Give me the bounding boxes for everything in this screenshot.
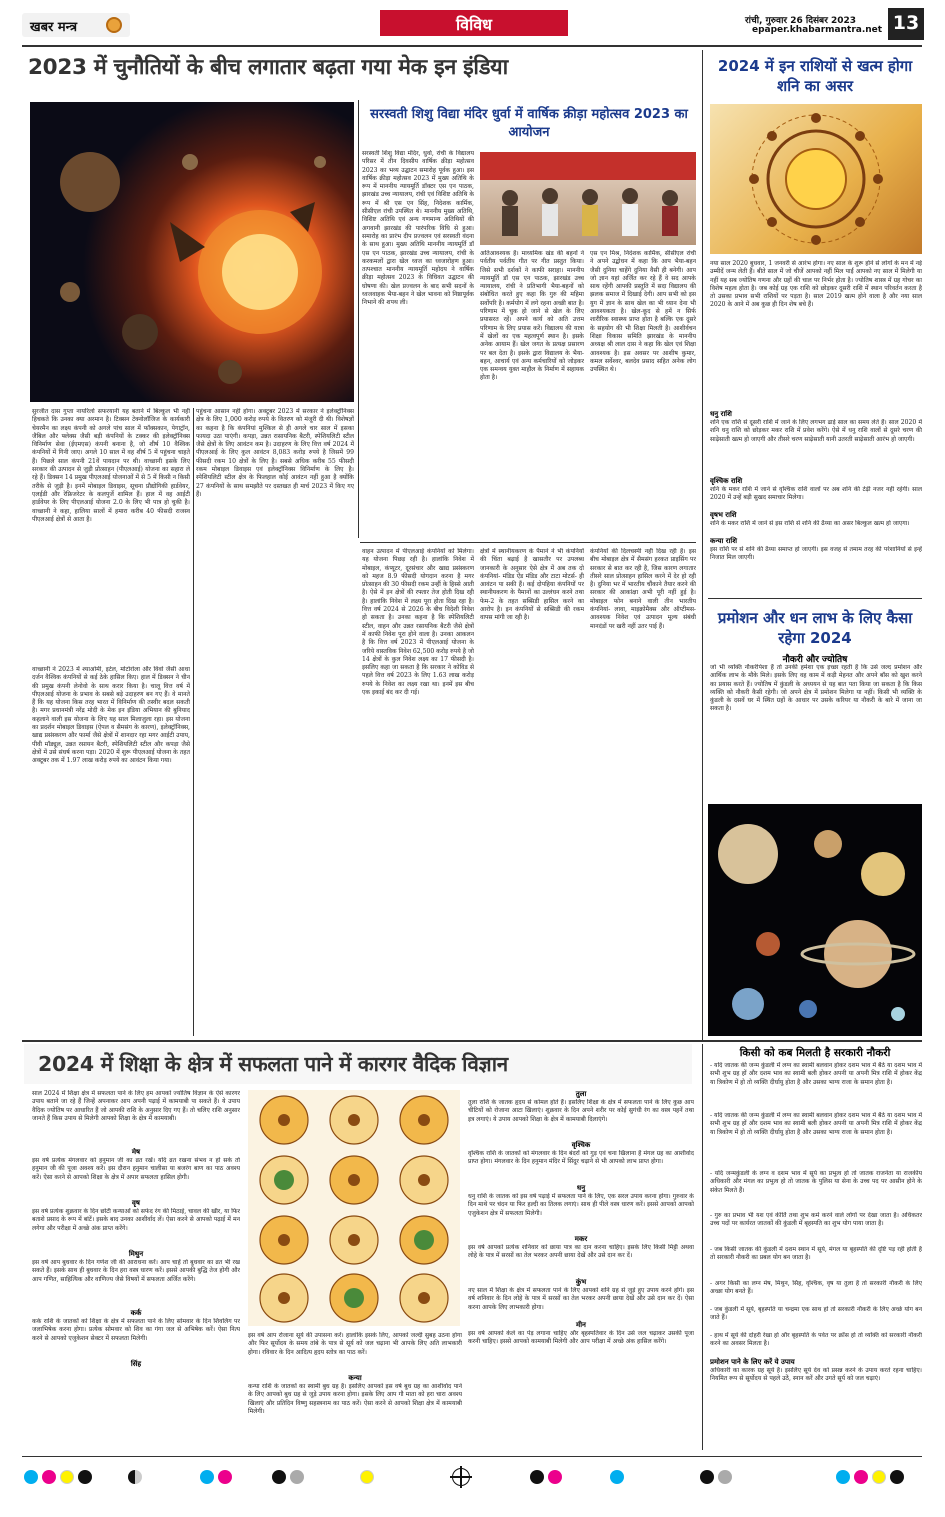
make-in-india-headline: 2023 में चुनौतियों के बीच लगातार बढ़ता गया मेक इन इंडिया xyxy=(28,55,508,80)
list-item: - गुरु का प्रभाव भी यश एवं कीर्ति तथा शुभ कर्म करने वाले लोगों पर देखा जाता है। अधिकतर उच्च पदों पर कार्यरत जातकों की कुंडली में बृहस्पति का शुभ योग पाया जाता है। xyxy=(710,1212,922,1228)
education-left-col xyxy=(32,1148,240,1448)
make-in-india-col6: कंपनियों की दिलचस्पी नहीं दिख रही है। इस बीच मोबाइल क्षेत्र में सैमसंग हरकत प्राइसिंग पर सरकार से बात कर रही है, जिस कारण लगातार तीसरे साल प्रोत्साहन हासिल करने में देर हो रही है। दुनिया भर में भारतीय चौंकाने तैयार करने की सरकार की आकांक्षा अभी पूरी नहीं हुई है। मोबाइल फोन बनाने वाली तीन भारतीय कंपनियां- लावा, माइक्रोमैक्स और ऑप्टीमस- आवश्यक निवेश एवं उत्पादन मूल्य संबंधी मानदंडों पर खरी नहीं उतर पाई हैं। xyxy=(590,548,696,630)
page-number: 13 xyxy=(892,12,920,34)
school-sports-col3: एस एन मिश्र, निदेशक कार्मिक, सीसीएल रांची ने अपने उद्बोधन में कहा कि आप भैया-बहन जैसी दुनिया चाहेंगे दुनिया वैसी ही बनेगी। आप जो ज्ञान यहां अर्जित कर रहे हैं वे सद आपके साथ रहेंगी आपकी प्रस्तुति में सदा विद्यालय की झलक समाज में दिखाई देगी। आप सभी को इस युग में ज्ञान के साथ खेल का भी ध्यान देना भी आवश्यकता है। खेल-कूद से हमें न सिर्फ शारीरिक स्वास्थ्य प्राप्त होता है बल्कि एक दूसरे के सहयोग की भी शिक्षा मिलती है। आशीर्वचन शिक्षा विकास समिति झारखंड के माननीय अध्यक्ष श्री लाल दास ने कहा कि खेल एवं शिक्षा आवश्यक है। इस अवसर पर आशीष कुमार, कमल सर्वेश्वर, बलदेव प्रसाद सहित अनेक लोग उपस्थित थे। xyxy=(590,250,696,374)
promotion-subhead: नौकरी और ज्योतिष xyxy=(782,655,848,665)
make-in-india-col2: वाच्छानी ने 2023 में श्याओमी, इटेल, मोटोरोला और विवो जैसी आधा दर्जन वैश्विक कंपनियों से कई ठेके हासिल किए। हाल में डिक्सन ने चीन की प्रमुख कंपनी लेनोवो के साथ करार किया है। चालू वित्त वर्ष में पीएलआई योजना के प्रभाव के सबसे बड़े उदाहरण बन गए हैं। वे मानते हैं कि यह योजना किस तरह भारत में विनिर्माण की तस्वीर बदल सकती है। मगर प्रधानमंत्री नरेंद्र मोदी के मेक इन इंडिया अभियान की बुनियाद कहलाने वाली इस योजना के लिए यह साल मिलाजुला रहा। इस योजना का प्रदर्शन मोबाइल डिवाइस (ऐपल व सैमसंग के कारण), इलेक्ट्रॉनिक्स, खाद्य प्रसंस्करण और फार्मा जैसे क्षेत्रों में शानदार रहा मगर आईटी उपाय, पीवी मॉड्यूल, उन्नत रसायन बैटरी, स्पेशियलिटी स्टील और कपड़ा जैसे क्षेत्रों में उसे संघर्ष करना पड़ा। 2020 में शुरू पीएलआई योजना के तहत अक्टूबर तक में 1.97 लाख करोड़ रुपये का आवंटन किया गया। xyxy=(32,666,190,765)
sign-text: इस राशि पर से शनि की ढैय्या समाप्त हो जाएगी। इस वजह से तमाम तरह की परेशानियों से इन्हें निजात मिल जाएगी। xyxy=(710,546,922,562)
school-event-photo xyxy=(480,152,696,245)
asteroid-impact-image xyxy=(30,102,354,402)
zodiac-sign-text: इस वर्ष आपको प्रत्येक शनिवार को छाया पात्र का दान करना चाहिए। इसके लिए किसी मिट्टी अथवा लोहे के पात्र में सरसों का तेल भरकर अपनी छाया देखें और उसे दान कर दें। xyxy=(468,1244,694,1260)
zodiac-sign-heading: मकर xyxy=(574,1235,588,1243)
zodiac-sign-heading: मिथुन xyxy=(128,1250,144,1258)
zodiac-signs-image xyxy=(248,1090,460,1326)
zodiac-medallions-illustration xyxy=(248,1090,460,1326)
zodiac-sign-text: नए साल में शिक्षा के क्षेत्र में सफलता पाने के लिए आपको शनि ग्रह से जुड़े हुए उपाय करने होंगे। इस वर्ष शनिवार के दिन लोहे के पात्र में सरसों का तेल भरकर अपनी छाया देखें और उसे दान कर दें। ऐसा करना आपके लिए लाभकारी होगा। xyxy=(468,1287,694,1311)
zodiac-sign-heading: सिंह xyxy=(130,1360,142,1368)
sign-text: शनि के मकर राशि में जाने से वृश्चिक राशि वालों पर अब शनि की टेढ़ी नजर नहीं रहेगी। साल 2020 में उन्हें बड़ी सुखद समाचार मिलेगा। xyxy=(710,486,922,502)
make-in-india-col3: पहुंचना आसान नहीं होगा। अक्टूबर 2023 में सरकार ने इलेक्ट्रॉनिक्स क्षेत्र के लिए 1,000 करोड़ रुपये के वितरण को मंजूरी दी थी। विशेषज्ञों का कहना है कि कंपनियां मुश्किल से ही अगले चार साल में इसका फायदा उठा पाएंगी। कपड़ा, उन्नत रासायनिक बैटरी, स्पेशियलिटी स्टील जैसे क्षेत्रों के लिए आवंटन कम है। उदाहरण के लिए वित्त वर्ष 2024 में पीएलआई के लिए कुल आवंटन 8,083 करोड़ रुपये है जिसमें 99 फीसदी रकम 10 क्षेत्रों के लिए है। सबसे अधिक करीब 55 फीसदी रकम मोबाइल डिवाइस एवं इलेक्ट्रॉनिक्स विनिर्माण के लिए है। स्पेशियलिटी स्टील क्षेत्र के फिलहाल कोई आवंटन नहीं हुआ है क्योंकि 27 कंपनियों के साथ समझौते पर दस्तखत ही मार्च 2023 में किए गए हैं। xyxy=(196,408,354,498)
list-item: - यदि जन्मकुंडली के लग्न व दशम भाव में सूर्य का प्रभुत्व हो तो जातक राजनेता या राजकीय अधिकारी और मंगल का प्रभुत्व हो तो जातक के पुलिस या सेना के उच्च पद पर आसीन होने के संकेत मिलते हैं। xyxy=(710,1170,922,1194)
make-in-india-col1: सुरजीत दास गुप्ता नायरिलो सफरयानी यह बताने में बिल्कुल भी नहीं हिचकते कि उनका क्या अरमान है। टिक्सन टेक्नोलॉजिज के कार्यकारी चेयरमैन का लक्ष्य कंपनी को अगले पांच साल में फॉक्सकान, पेगाट्रॉन, जैबिल और फ्लेक्स जैसी बड़ी कंपनियों के टक्कर की इलेक्ट्रॉनिक्स विनिर्माण सेवा (ईएमएस) कंपनी बनाना है, जो शीर्ष 10 वैश्विक कंपनियों में गिनी जाए। अगले 10 साल में वह शीर्ष 5 में पहुंचना चाहते हैं। पिछले साल कंपनी 21वें पायदान पर थी। वाच्छानी इसके लिए सरकार की उत्पादन से जुड़ी प्रोत्साहन (पीएलआई) योजना का सहारा ले रहे हैं। डिक्सन 14 प्रमुख पीएलआई योजनाओं में से 5 में किसी न किसी तरीके से जुड़ी है। इनमें मोबाइल डिवाइस, सूचना प्रौद्योगिकी हार्डवेयर, एलईडी और रेफ्रिजरेटर के कलपुर्जे शामिल हैं। हाल में वह आईटी हार्डवेयर के लिए पीएलआई योजना 2.0 के लिए भी पात्र हो चुकी है। वाच्छानी ने कहा, हालिया सालों में हमारा करीब 40 फीसदी राजस्व पीएलआई क्षेत्रों से आता है। xyxy=(32,408,190,523)
shani-signs xyxy=(710,410,922,596)
zodiac-sign-text: इस वर्ष आप बुधवार के दिन गणेश जी की आराधना करें। आप चाहें तो बुधवार का व्रत भी रख सकते हैं। इसके साथ ही बुधवार के दिन हरा वस्त्र धारण करें। इससे आपकी बुद्धि तेज होगी और आप गणित, साहित्यिक और वाणिज्य जैसे विषयों में सफलता अर्जित करेंगे। xyxy=(32,1259,240,1283)
zodiac-sun-illustration xyxy=(710,104,922,254)
school-sports-col2: अतिआवश्यक है। माध्यमिक खंड की बहनों ने पर्वतीय पर्वतीय गीत पर गीत प्रस्तुत किया। जिसे सभी दर्शकों ने काफी सराहा। माननीय न्यायमूर्ति डॉ एस एन पाठक, झारखंड उच्च न्यायालय, रांची ने प्रतिभागी भैया-बहनों को संबोधित करते हुए कहा कि गुरु की महिमा सर्वोपरि है। कर्मयोग में लगे रहना अच्छी बात है। परिणाम में चुक हो जाने से खेल के लिए प्रयासरत रहें। अपने कार्य को अति उत्तम परिणाम के लिए प्रयास करें। विद्यालय की यात्रा में खेलों का एक महत्वपूर्ण स्थान है। इसके अनेक आयाम हैं। खेल जगत के प्रत्यक्ष प्रसारण पर बल देता है। इसके द्वारा विद्यालय के भैया-बहन, आचार्य एवं अन्य कर्मचारियों को जोड़कर एक समन्वय युक्त माहौल के निर्माण में सहायक होता है। xyxy=(480,250,584,382)
shani-headline: 2024 में इन राशियों से खत्म होगा शनि का असर xyxy=(717,57,913,95)
page-number-box xyxy=(888,8,924,40)
zodiac-sign-text: इस वर्ष आप रोजाना सूर्य की उपासना करें। हालांकि इसके लिए, आपको जल्दी सुबह उठना होगा और फिर सूर्योदय के समय तांबे के पात्र से सूर्य को जल चढ़ाना भी आपके लिए अति लाभकारी होगा। रविवार के दिन आदित्य हृदय स्तोत्र का पाठ करें। xyxy=(248,1332,462,1356)
zodiac-sign-text: इस वर्ष प्रत्येक मंगलवार को हनुमान जी का व्रत रखें। यदि व्रत रखना संभव न हो सके तो हनुमान जी की पूजा अवश्य करें। इस दौरान हनुमान चालीसा या बजरंग बाण का पाठ अवश्य करें। ऐसा करने से आपको शिक्षा के क्षेत्र में अपार सफलता हासिल होगी। xyxy=(32,1157,240,1181)
zodiac-sign-heading: मेष xyxy=(131,1148,141,1156)
education-headline-bar xyxy=(24,1044,692,1084)
color-registration-bar xyxy=(0,1462,945,1492)
section-title: विविध xyxy=(456,15,492,34)
education-right-col xyxy=(468,1090,694,1448)
upay-text: अधिकारी का कारक ग्रह सूर्य है। इसलिए सूर्य देव को प्रसन्न करने के उपाय करते रहना चाहिए। नियमित रूप से सूर्योदय से पहले उठें, स्नान करें और उगते सूर्य को जल चढ़ाएं। xyxy=(710,1367,922,1383)
website[interactable]: epaper.khabarmantra.net xyxy=(752,25,883,35)
zodiac-sign-text: कन्या राशि के जातकों का स्वामी बुध ग्रह है। इसलिए आपको इस वर्ष बुध ग्रह का आशीर्वाद पाने के लिए आपको बुध ग्रह से जुड़े उपाय करना होगा। इसके लिए आप गौ माता को हरा चारा अवश्य खिलाएं और प्रतिदिन विष्णु सहस्त्रनाम का पाठ करें। ऐसा करने से आपको शिक्षा क्षेत्र में कामयाबी मिलेगी। xyxy=(248,1383,462,1415)
make-in-india-col4: वाहन उत्पादन में पीएलआई कंपनियों को मिलेगा। यह योजना पिछड़ रही है। हालांकि निवेश में मोबाइल, कंप्यूटर, दूरसंचार और खाद्य प्रसंस्करण को महज 8.9 फीसदी योगदान करना है मगर प्रोत्साहन की 30 फीसदी रकम उन्हीं के हिस्से आती है। ऐसे में इन क्षेत्रों की रफ्तार तेज होती दिख रही है। हालांकि निवेश में लक्ष्य पूरा होता दिख रहा है। वित्त वर्ष 2024 से 2026 के बीच विदेशी निवेश हो सकता है। उनका कहना है कि स्पेशियलिटी स्टील, वाहन और उन्नत रसायनिक बैटरी जैसे क्षेत्रों में काफी निवेश पूरा होने वाला है। उनका आकलन है कि वित्त वर्ष 2023 में पीएलआई योजना के जरिये वास्तविक निवेश 62,500 करोड़ रुपये है जो 14 क्षेत्रों के कुल निवेश लक्ष्य का 17 फीसदी है। इसलिए कहा जा सकता है कि सरकार ने कोविड से पहले वित्त वर्ष 2023 के लिए 1.63 लाख करोड़ रुपये के निवेश का लक्ष्य रखा था। इनमें इस बीच एक इकाई बंद कर दी गई। xyxy=(362,548,474,697)
shani-intro: नया साल 2020 बुधवार, 1 जनवरी से आरंभ होगा। नए साल के शुरू होने से लोगों के मन में नई उम्मीदें जन्म लेती हैं। बीते साल में जो चीजें आपको नहीं मिल पाईं आपको नए साल में मिलेगी या नहीं यह सब ज्योतिष गणना और ग्रहों की चाल पर निर्भर होता है। ज्योतिष शास्त्र में ग्रह गोचर का विशेष महत्व होता है। जब कोई ग्रह एक राशि को छोड़कर दूसरी राशि में स्थान परिवर्तन करता है तो उसका प्रभाव सभी राशियों पर पड़ता है। साल 2019 खत्म होने वाला है और नया साल 2020 के आने में अब कुछ ही दिन शेष बचे हैं। xyxy=(710,260,922,309)
zodiac-sign-text: इस वर्ष प्रत्येक शुक्रवार के दिन छोटी कन्याओं को सफेद रंग की मिठाई, चावल की खीर, या फिर बताशे प्रसाद के रूप में बांटें। इसके बाद उनका आशीर्वाद लें। ऐसा करने से आपको पढ़ाई में मन लगेगा और परीक्षा में अच्छे अंक प्राप्त करेंगे। xyxy=(32,1208,240,1232)
event-guests-illustration xyxy=(480,152,696,245)
education-headline: 2024 में शिक्षा के क्षेत्र में सफलता पाने में कारगर वैदिक विज्ञान xyxy=(38,1052,508,1076)
school-sports-col1: सरस्वती शिशु विद्या मंदिर, धुर्वा, रांची के विद्यालय परिसर में तीन दिवसीय वार्षिक क्रीड़ा महोत्सव 2023 का भव्य उद्घाटन समारोह पूर्वक हुआ। इस वार्षिक क्रीड़ा महोत्सव 2023 में मुख्य अतिथि के रूप में माननीय न्यायमूर्ति डॉक्टर एस एन पाठक, झारखंड उच्च न्यायालय, रांची एवं विशिष्ट अतिथि के रूप में श्री एस एन सिंह, निदेशक कार्मिक, सीसीएल रांची उपस्थित थे। माननीय मुख्य अतिथि, विशिष्ट अतिथि एवं अन्य गणमान्य अतिथियों की अगवानी झारखंड की पारंपरिक विधि से हुआ। समारोह का प्रारंभ दीप प्रज्वलन एवं सरस्वती वंदना के साथ हुआ। मुख्य अतिथि माननीय न्यायमूर्ति डॉ एस एन पाठक, झारखंड उच्च न्यायालय, रांची के करकमलों द्वारा खेल ध्वज का ध्वजारोहण हुआ। तत्पश्चात माननीय न्यायमूर्ति महोदय ने वार्षिक क्रीड़ा महोत्सव 2023 के विधिवत उद्घाटन की घोषणा की। खेल प्रज्वलन के बाद सभी सदनों के ध्वजवाहक भैया-बहन ने खेल भावना को निष्ठापूर्वक निभाने की शपथ ली। xyxy=(362,150,474,307)
zodiac-sign-heading: वृश्चिक xyxy=(571,1141,591,1149)
sign-name: वृश्चिक राशि xyxy=(710,477,743,485)
list-item: - जब किसी जातक की कुंडली में दशम स्थान में सूर्य, मंगल या बृहस्पति की दृष्टि पड़ रही होती है तो सरकारी नौकरी का प्रबल योग बन जाता है। xyxy=(710,1246,922,1262)
sign-name: वृषभ राशि xyxy=(710,511,737,519)
sign-name: धनु राशि xyxy=(710,410,732,418)
zodiac-sign-heading: कन्या xyxy=(348,1374,362,1382)
sign-text: शनि के मकर राशि में जाने से इस राशि से शनि की ढैय्या का असर बिल्कुल खत्म हो जाएगा। xyxy=(710,520,910,527)
make-in-india-col5: क्षेत्रों में स्थानीयकरण के पैमाने ने भी कंपनियों की चिंता बढ़ाई है खासतौर पर उपलब्ध जानकारी के अनुसार ऐसे क्षेत्र में अब तक दो कंपनियां- मंडिड ऐंड मंडिड और टाटा मोटर्स- ही आवंटन पा सकी हैं। कई दोपहिया कंपनियों पर स्थानीयकरण के पैमानों का उल्लंघन करने तथा फेम-2 के तहत सब्सिडी हासिल करने का आरोप है। इन कंपनियों से सब्सिडी की रकम वापस मांगी जा रही है। xyxy=(480,548,584,622)
zodiac-sign-heading: तुला xyxy=(575,1090,587,1098)
promotion-headline: प्रमोशन और धन लाभ के लिए कैसा रहेगा 2024 xyxy=(717,609,913,647)
zodiac-sign-heading: धनु xyxy=(576,1184,586,1192)
zodiac-sign-text: वृश्चिक राशि के जातकों को मंगलवार के दिन बंदरों को गुड़ एवं चना खिलाना है मंगल ग्रह का आशीर्वाद प्राप्त होगा। मंगलवार के दिन हनुमान मंदिर में सिंदूर चढ़ाने से भी आपको लाभ प्राप्त होगा। xyxy=(468,1150,694,1166)
planets-image xyxy=(708,804,922,1036)
section-banner xyxy=(380,10,568,36)
govt-job-points xyxy=(710,1062,922,1448)
zodiac-sign-heading: वृष xyxy=(132,1199,140,1207)
logo-emblem-icon xyxy=(106,17,122,33)
logo[interactable]: खबर मन्त्र xyxy=(22,13,130,37)
zodiac-sign-text: धनु राशि के जातक को इस वर्ष पढ़ाई में सफलता पाने के लिए, एक सरल उपाय करना होगा। गुरुवार के दिन माथे पर चंदन या फिर हल्दी का तिलक लगाएं। साथ ही पीले वस्त्र धारण करें। इससे आपको आपको एजुकेशन क्षेत्र में सफलता मिलेगी। xyxy=(468,1193,694,1217)
education-mid-col xyxy=(248,1332,462,1448)
promotion-text: जो भी व्यक्ति नौकरीपेशा हैं तो उनकी हमेशा एक इच्छा रहती है कि उसे जल्द प्रमोशन और आर्थिक लाभ के मौके मिले। इसके लिए वह काम में कड़ी मेहनत और अपने बॉस को खुश करने का प्रयास करते हैं। ज्योतिष में कुंडली के अध्ययन से यह बात पता किया जा सकता है कि किस व्यक्ति को नौकरी कैसी रहेगी। जो अपने क्षेत्र में प्रमोशन मिलेगा या नहीं। किसी भी व्यक्ति के कुंडली के दसवें घर में स्थित ग्रहों के आधार पर उसके करियर या नौकरी के बारे में जाना जा सकता है। xyxy=(710,664,922,713)
zodiac-sign-heading: कुंभ xyxy=(575,1278,587,1286)
solar-system-illustration xyxy=(708,804,922,1036)
asteroid-illustration xyxy=(30,102,354,402)
list-item: - यदि जातक की जन्म कुंडली में लग्न का स्वामी बलवान होकर दशम भाव में बैठे या दशम भाव में सभी शुभ ग्रह हों और दशम भाव का स्वामी बली होकर अपनी या अपनी मित्र राशि में होकर केंद्र या त्रिकोण में हो तो व्यक्ति दीर्घायु होता है और उसका भाग्य राजा के समान होता है। xyxy=(710,1062,922,1086)
list-item: - हाथ में सूर्य की दोहरी रेखा हो और बृहस्पति के पर्वत पर क्रॉस हो तो व्यक्ति को सरकारी नौकरी करने का अवसर मिलता है। xyxy=(710,1332,922,1348)
zodiac-sign-heading: कर्क xyxy=(130,1309,142,1317)
upay-heading: प्रमोशन पाने के लिए करें ये उपाय xyxy=(710,1358,795,1366)
govt-job-headline: किसी को कब मिलती है सरकारी नौकरी xyxy=(739,1047,891,1059)
zodiac-sign-text: तुला राशि के जातक हृदय से कोमल होते हैं। इसलिए शिक्षा के क्षेत्र में सफलता पाने के लिए कुछ आप चीटियों को रोजाना आटा खिलाएं। शुक्रवार के दिन अपने शरीर पर कोई सुगंधी रंग का वस्त्र पहनें तथा इत्र लगाएं। ये उपाय आपको शिक्षा के क्षेत्र में कामयाबी दिलाएंगे। xyxy=(468,1099,694,1123)
dateline: रांची, गुरुवार 26 दिसंबर 2023 xyxy=(745,16,857,26)
school-sports-headline: सरस्वती शिशु विद्या मंदिर धुर्वा में वार्षिक क्रीड़ा महोत्सव 2023 का आयोजन xyxy=(370,107,688,140)
list-item: - जब कुंडली में सूर्य, बृहस्पति या चन्द्रमा एक साथ हो तो सरकारी नौकरी के लिए अच्छे योग बन जाते हैं। xyxy=(710,1306,922,1322)
zodiac-sign-heading: मीन xyxy=(576,1321,586,1329)
masthead xyxy=(0,0,945,46)
education-intro: साल 2024 में शिक्षा क्षेत्र में सफलता पाने के लिए हम आपको ज्योतिष विज्ञान के ऐसे कारगर उपाय बताने जा रहे हैं जिन्हें अपनाकर आप अपनी पढ़ाई में कामयाबी पा सकते हैं। ये उपाय वैदिक ज्योतिष पर आधारित हैं जो आपकी राशि के अनुसार दिए गए हैं। तो चलिए राशि अनुसार जानते हैं किस उपाय से मिलेगी आपको शिक्षा के क्षेत्र में कामयाबी। xyxy=(32,1090,240,1122)
list-item: - अगर किसी का लग्न मेष, मिथुन, सिंह, वृश्चिक, वृष या तुला है तो सरकारी नौकरी के लिए अच्छा योग बनते हैं। xyxy=(710,1280,922,1296)
sign-name: कन्या राशि xyxy=(710,537,737,545)
zodiac-sign-text: कर्क राशि के जातकों को शिक्षा के क्षेत्र में सफलता पाने के लिए सोमवार के दिन शिवलिंग पर जलाभिषेक करना होगा। प्रत्येक सोमवार को शिव का गंगा जल से अभिषेक करें। ऐसा नित्य करने से आपको एजुकेशन सेक्टर में सफलता मिलेगी। xyxy=(32,1318,240,1342)
sign-text: शनि एक राशि से दूसरी राशि में जाने के लिए लगभग ढाई साल का समय लेते हैं। साल 2020 में शनि धनु राशि को छोड़कर मकर राशि में प्रवेश करेंगे। ऐसे में धनु राशि वालों से दूसरे चरण की साढ़ेसाती खत्म हो जाएगी और तीसरे चरण साढ़ेसाती यानी उतरती साढ़ेसाती आरंभ हो जाएगी। xyxy=(710,419,922,443)
zodiac-sign-text: इस वर्ष आपको केले का पेड़ लगाना चाहिए और बृहस्पतिवार के दिन उसे जल चढ़ाकर उसकी पूजा करनी चाहिए। इससे आपको कामयाबी मिलेगी और आप परीक्षा में अच्छे अंक हासिल करेंगे। xyxy=(468,1330,694,1346)
zodiac-wheel-image xyxy=(710,104,922,254)
list-item: - यदि जातक की जन्म कुंडली में लग्न का स्वामी बलवान होकर दशम भाव में बैठे या दशम भाव में सभी शुभ ग्रह हों और दशम भाव का स्वामी बली होकर अपनी या अपनी मित्र राशि में होकर केंद्र या त्रिकोण में हो तो व्यक्ति दीर्घायु होता है और उसका भाग्य राजा के समान होता है। xyxy=(710,1112,922,1136)
